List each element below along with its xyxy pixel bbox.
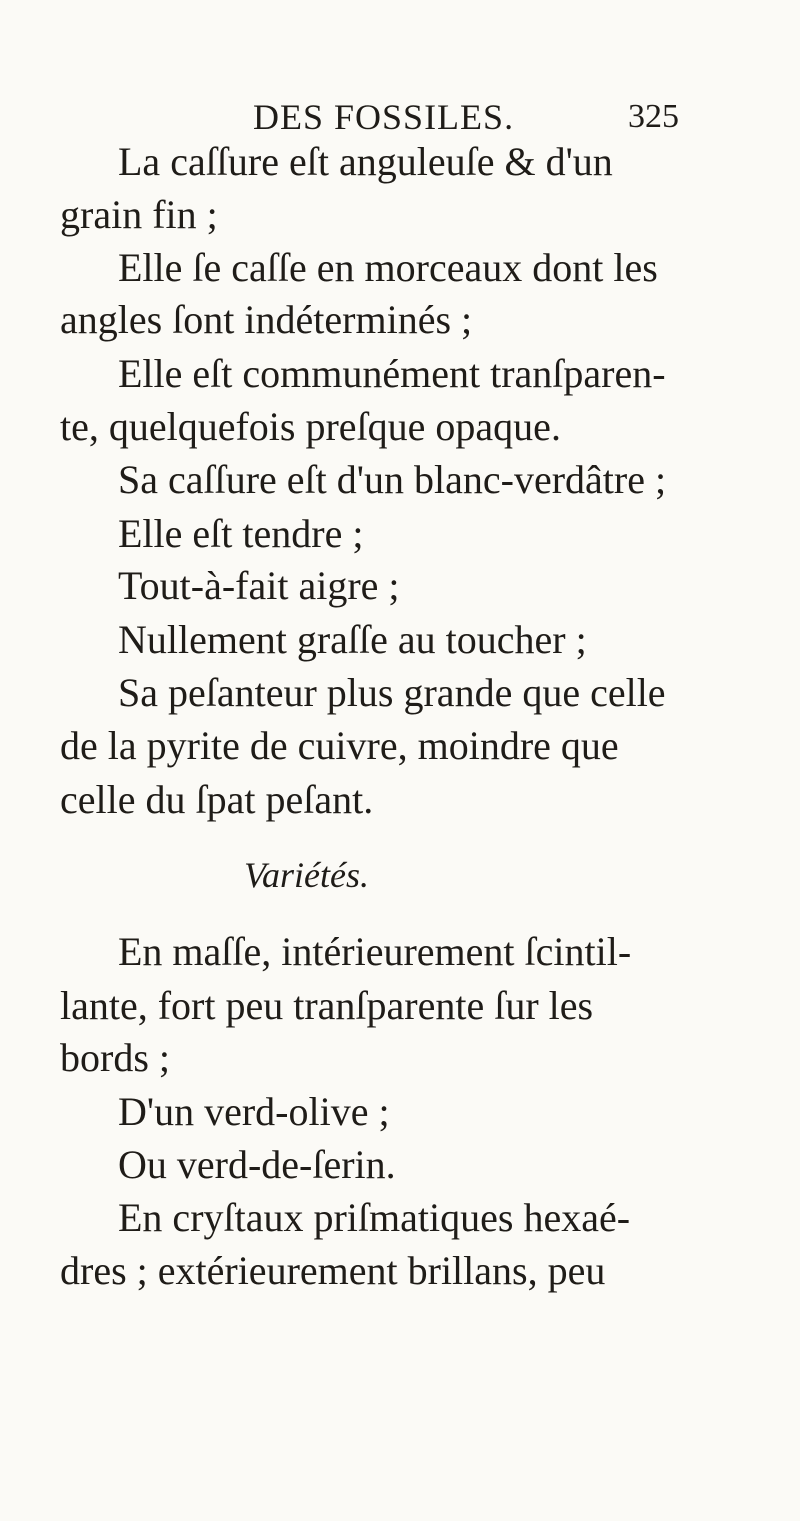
text-line: Ou verd-de-ſerin. <box>118 1142 396 1187</box>
text-line: Tout-à-fait aigre ; <box>118 563 400 608</box>
text-line: Sa caſſure eſt d'un blanc-verdâtre ; <box>118 457 667 502</box>
text-line: angles ſont indéterminés ; <box>60 297 473 342</box>
text-line: Elle eſt tendre ; <box>118 511 364 556</box>
text-line: Elle eſt communément tranſparen- <box>118 351 666 396</box>
text-line: La caſſure eſt anguleuſe & d'un <box>118 139 613 184</box>
text-line: Sa peſanteur plus grande que celle <box>118 670 666 715</box>
text-line: lante, fort peu tranſparente ſur les <box>60 983 594 1028</box>
text-line: dres ; extérieurement brillans, peu <box>60 1248 606 1293</box>
text-line: Elle ſe caſſe en morceaux dont les <box>118 245 658 290</box>
text-line: bords ; <box>60 1035 170 1080</box>
text-line: D'un verd-olive ; <box>118 1089 390 1134</box>
text-line: En cryſtaux priſmatiques hexaé- <box>118 1195 631 1240</box>
running-title: DES FOSSILES. <box>253 97 515 137</box>
section-heading: Variétés. <box>244 855 369 895</box>
text-line: celle du ſpat peſant. <box>60 777 374 822</box>
text-line: de la pyrite de cuivre, moindre que <box>60 723 619 768</box>
text-line: grain fin ; <box>60 192 218 237</box>
text-line: En maſſe, intérieurement ſcintil- <box>118 929 632 974</box>
text-line: te, quelquefois preſque opaque. <box>60 404 561 449</box>
text-line: Nullement graſſe au toucher ; <box>118 617 587 662</box>
page-number: 325 <box>628 98 679 135</box>
